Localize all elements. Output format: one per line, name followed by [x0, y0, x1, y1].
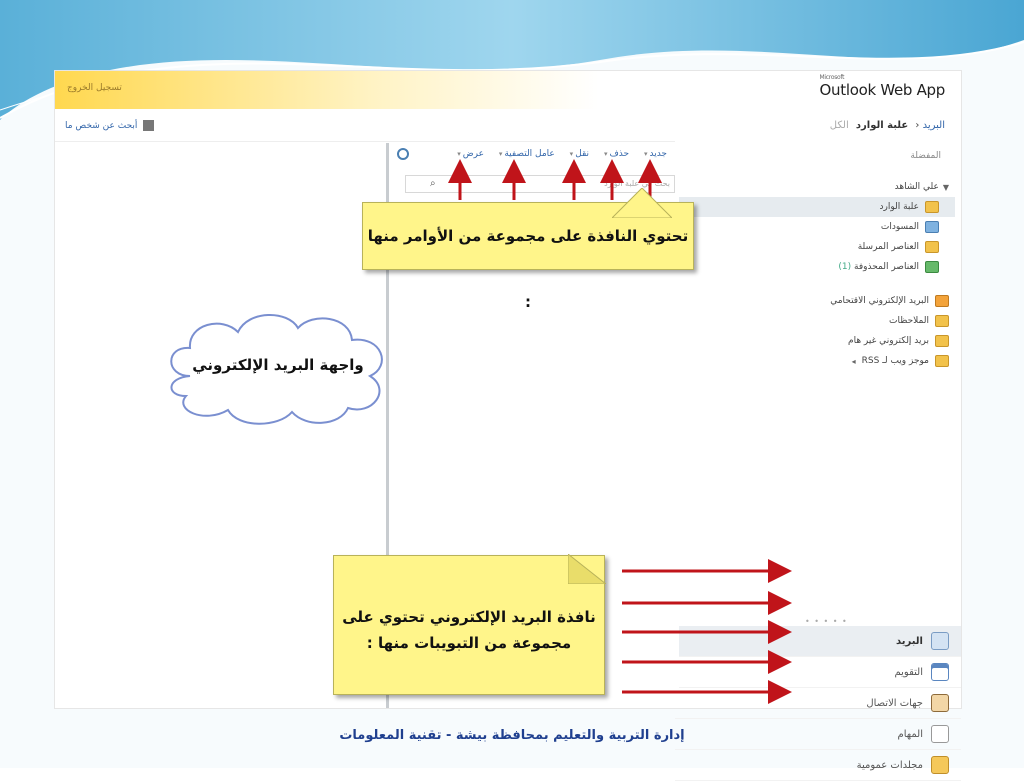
owa-header-bar: [55, 71, 961, 109]
nav-contacts[interactable]: جهات الاتصال: [675, 688, 961, 719]
address-book-icon: [143, 120, 154, 131]
folder-drafts[interactable]: المسودات: [675, 217, 955, 237]
outlook-web-app-logo: Microsoft Outlook Web App: [819, 74, 945, 99]
dropdown-arrow-icon: ▾: [569, 150, 574, 158]
calendar-icon: [931, 663, 949, 681]
clutter-folder-icon: [935, 335, 949, 347]
nav-mail[interactable]: البريد: [675, 626, 961, 657]
commands-note: تحتوي النافذة على مجموعة من الأوامر منها :: [362, 202, 694, 270]
folder-rss[interactable]: موجز ويب لـ RSS ◂: [675, 351, 955, 371]
dropdown-arrow-icon: ▾: [603, 150, 608, 158]
signout-link[interactable]: تسجيل الخروج: [67, 83, 122, 93]
dropdown-arrow-icon: ▾: [457, 150, 461, 158]
nav-calendar[interactable]: التقويم: [675, 657, 961, 688]
nav-tasks[interactable]: المهام: [675, 719, 961, 750]
cmd-filter[interactable]: عامل التصفية▾: [498, 149, 555, 159]
folder-sent[interactable]: العناصر المرسلة: [675, 237, 955, 257]
breadcrumb: [830, 120, 945, 131]
nav-public-folders[interactable]: مجلدات عمومية: [675, 750, 961, 781]
folder-clutter[interactable]: بريد إلكتروني غير هام: [675, 331, 955, 351]
public-folders-icon: [931, 756, 949, 774]
folder-mailbox-root[interactable]: ▼ علي الشاهد: [894, 182, 949, 192]
cmd-delete[interactable]: حذف▾: [603, 149, 630, 159]
folder-deleted[interactable]: العناصر المحذوفة (1): [675, 257, 955, 277]
breadcrumb-filter-all[interactable]: الكل: [829, 120, 849, 131]
sent-folder-icon: [925, 241, 939, 253]
tabs-note: نافذة البريد الإلكتروني تحتوي على مجموعة من التبويبات منها :: [333, 555, 605, 695]
module-nav: [675, 626, 961, 781]
search-icon[interactable]: ⌕: [430, 178, 436, 189]
tabs-note-fold: [568, 554, 606, 584]
mail-icon: [931, 632, 949, 650]
caret-right-icon: ◂: [851, 356, 856, 366]
folder-inbox[interactable]: علبة الوارد: [675, 197, 955, 217]
drafts-folder-icon: [925, 221, 939, 233]
dropdown-arrow-icon: ▾: [498, 150, 503, 158]
cmd-view[interactable]: عرض▾: [457, 149, 484, 159]
breadcrumb-mail[interactable]: البريد: [922, 120, 945, 131]
notes-folder-icon: [935, 315, 949, 327]
owa-subbar: [55, 111, 961, 142]
commands-note-pointer: [612, 188, 672, 218]
favorites-heading[interactable]: المفضلة: [910, 151, 941, 161]
folder-list: [675, 177, 955, 371]
folder-pane: [675, 141, 961, 771]
breadcrumb-inbox[interactable]: علبة الوارد: [855, 120, 909, 131]
contacts-icon: [931, 694, 949, 712]
folder-notes[interactable]: الملاحظات: [675, 311, 955, 331]
interface-cloud-label: واجهة البريد الإلكتروني: [192, 356, 364, 374]
breadcrumb-separator-icon: ‹: [915, 120, 920, 131]
cmd-new[interactable]: جديد▾: [643, 149, 667, 159]
find-someone-link[interactable]: أبحث عن شخص ما: [65, 120, 154, 131]
folder-junk[interactable]: البريد الإلكتروني الاقتحامي: [675, 291, 955, 311]
pane-resize-handle[interactable]: • • • • •: [805, 617, 848, 626]
dropdown-arrow-icon: ▾: [643, 150, 648, 158]
inbox-folder-icon: [925, 201, 939, 213]
caret-down-icon: ▼: [942, 182, 949, 192]
slide-footer: إدارة التربية والتعليم بمحافظة بيشة - تقنية المعلومات: [339, 728, 685, 743]
rss-folder-icon: [935, 355, 949, 367]
command-bar: [389, 149, 679, 167]
refresh-icon[interactable]: [397, 148, 409, 160]
deleted-folder-icon: [925, 261, 939, 273]
junk-folder-icon: [935, 295, 949, 307]
cmd-move[interactable]: نقل▾: [569, 149, 590, 159]
search-input[interactable]: بحث في علبة الوارد ⌕: [405, 175, 675, 193]
